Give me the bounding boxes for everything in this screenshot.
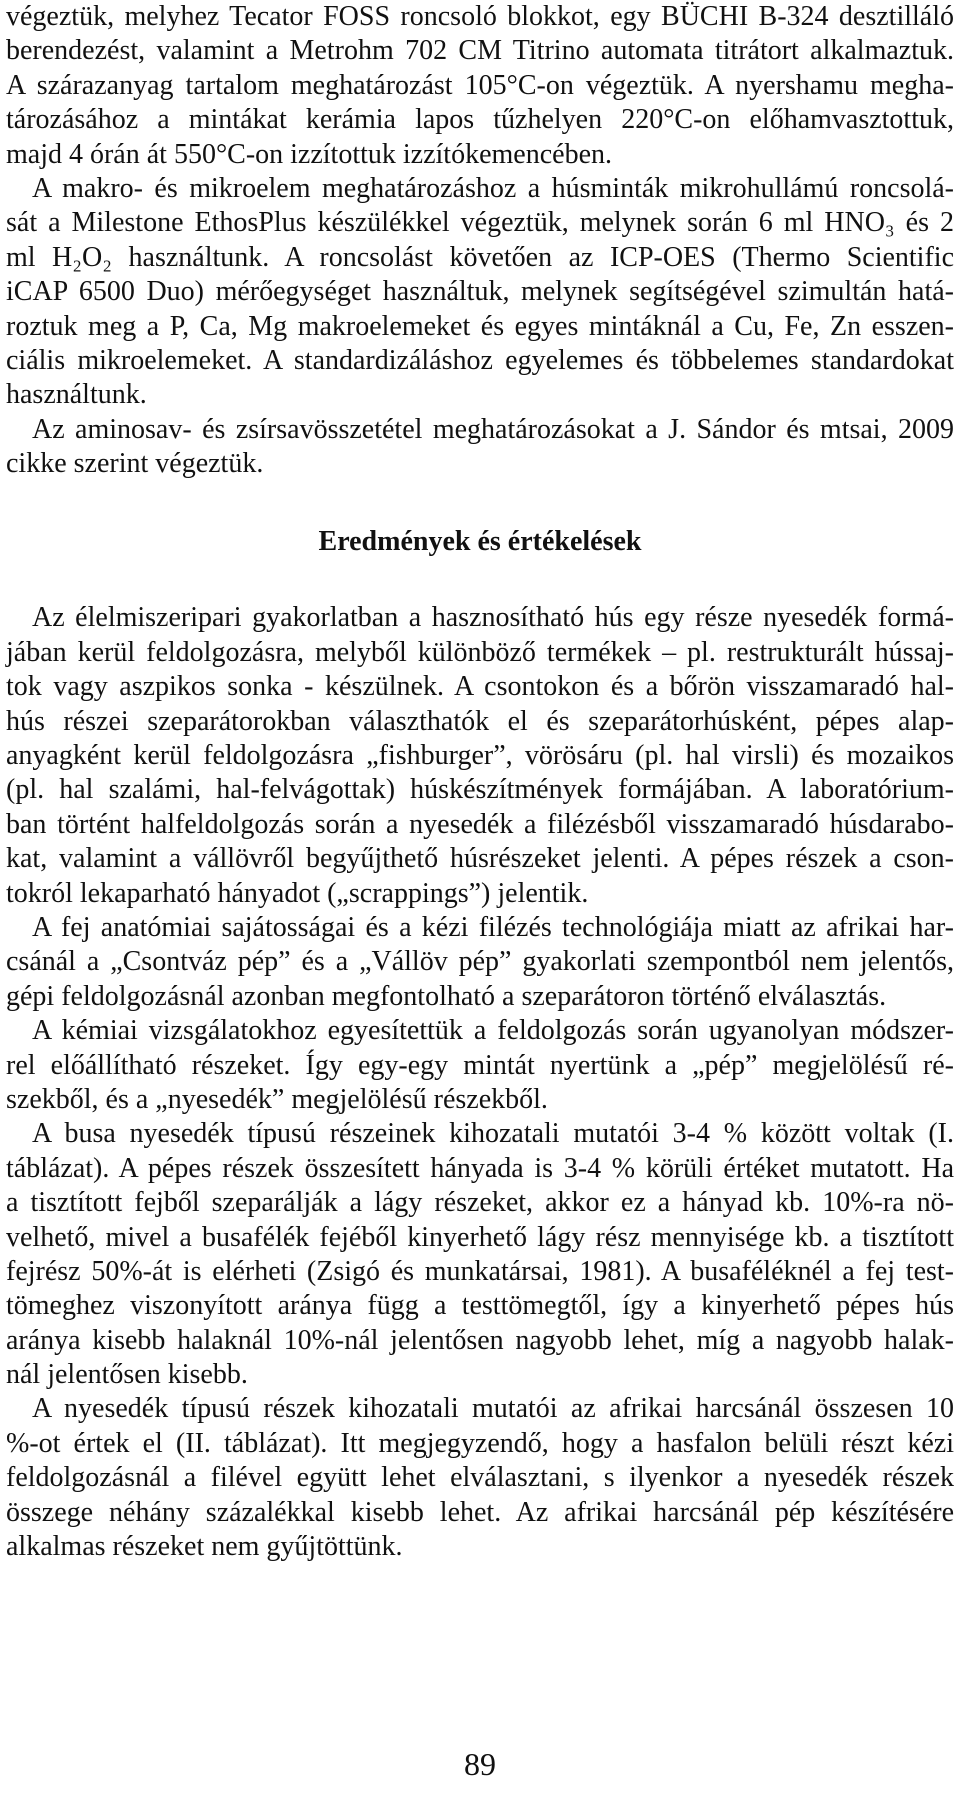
text-line: iCAP 6500 Duo) mérőegységet használtuk, melynek segítségével szimultán hatá- bbox=[6, 276, 954, 308]
text-line: a tisztított fejből szeparálják a lágy részeket, akkor ez a hányad kb. 10%-ra nö- bbox=[6, 1187, 954, 1219]
text-line: Az élelmiszeripari gyakorlatban a hasznosítható hús egy része nyesedék formá- bbox=[32, 602, 954, 634]
text-line: tok vagy aszpikos sonka - készülnek. A csontokon és a bőrön visszamaradó hal- bbox=[6, 671, 954, 703]
document-page bbox=[6, 0, 954, 1564]
text-line: A nyesedék típusú részek kihozatali mutatói az afrikai harcsánál összesen 10 bbox=[32, 1393, 954, 1425]
text-line: fejrész 50%-át is elérheti (Zsigó és munkatársai, 1981). A busaféléknél a fej test- bbox=[6, 1255, 954, 1287]
text-line: aránya kisebb halaknál 10%-nál jelentősen nagyobb lehet, míg a nagyobb halak- bbox=[6, 1324, 954, 1356]
text-line: tokról lekaparható hányadot („scrappings”) jelentik. bbox=[6, 877, 589, 909]
text-line: tározásához a mintákat kerámia lapos tűzhelyen 220°C-on előhamvasztottuk, bbox=[6, 104, 954, 136]
text-line: %-ot értek el (II. táblázat). Itt megjegyzendő, hogy a hasfalon belüli részt kézi bbox=[6, 1427, 954, 1459]
text-line: A fej anatómiai sajátosságai és a kézi filézés technológiája miatt az afrikai har- bbox=[32, 911, 954, 943]
text-line: használtunk. bbox=[6, 379, 147, 411]
page-number: 89 bbox=[464, 1746, 496, 1782]
text-line: kat, valamint a vállövről begyűjthető húsrészeket jelenti. A pépes részek a cson- bbox=[6, 843, 954, 875]
text-line: roztuk meg a P, Ca, Mg makroelemeket és egyes mintáknál a Cu, Fe, Zn esszen- bbox=[6, 310, 954, 342]
results-paragraphs bbox=[6, 601, 954, 1564]
text-line: hús részei szeparátorokban választhatók el és szeparátorhúsként, pépes alap- bbox=[6, 705, 954, 737]
text-line: nál jelentősen kisebb. bbox=[6, 1359, 248, 1391]
text-line: berendezést, valamint a Metrohm 702 CM Titrino automata titrátort alkalmaztuk. bbox=[6, 35, 954, 67]
methods-paragraphs bbox=[6, 0, 954, 481]
text-line: rel előállítható részeket. Így egy-egy mintát nyertünk a „pép” megjelölésű ré- bbox=[6, 1049, 954, 1081]
text-line: Az aminosav- és zsírsavösszetétel meghatározásokat a J. Sándor és mtsai, 2009 bbox=[32, 413, 954, 445]
text-line: A busa nyesedék típusú részeinek kihozatali mutatói 3-4 % között voltak (I. bbox=[32, 1118, 954, 1150]
text-line: feldolgozásnál a filével együtt lehet elválasztani, s ilyenkor a nyesedék részek bbox=[6, 1462, 954, 1494]
text-line: ban történt halfeldolgozás során a nyesedék a filézésből visszamaradó húsdarabo- bbox=[6, 808, 954, 840]
text-line: velhető, mivel a busafélék fejéből kinyerhető lágy rész mennyisége kb. a tisztított bbox=[6, 1221, 954, 1253]
text-line: A makro- és mikroelem meghatározáshoz a húsminták mikrohullámú roncsolá- bbox=[32, 172, 954, 204]
text-line: sát a Milestone EthosPlus készülékkel végeztük, melynek során 6 ml HNO₃ és 2 bbox=[6, 207, 954, 239]
text-line: anyagként kerül feldolgozásra „fishburger”, vörösáru (pl. hal virsli) és mozaikos bbox=[6, 740, 954, 772]
text-line: A kémiai vizsgálatokhoz egyesítettük a feldolgozás során ugyanolyan módszer- bbox=[32, 1015, 954, 1047]
text-line: jában kerül feldolgozásra, melyből különböző termékek – pl. restrukturált hússaj- bbox=[6, 636, 954, 668]
section-heading: Eredmények és értékelések bbox=[318, 526, 642, 558]
text-line: táblázat). A pépes részek összesített hányada is 3-4 % körüli értéket mutatott. Ha bbox=[6, 1152, 954, 1184]
text-line: alkalmas részeket nem gyűjtöttünk. bbox=[6, 1531, 403, 1563]
text-line: összege néhány százalékkal kisebb lehet. Az afrikai harcsánál pép készítésére bbox=[6, 1496, 954, 1528]
text-line: cikke szerint végeztük. bbox=[6, 448, 264, 480]
text-line: A szárazanyag tartalom meghatározást 105°C-on végeztük. A nyershamu megha- bbox=[6, 69, 954, 101]
text-line: tömeghez viszonyított aránya függ a testtömegtől, így a kinyerhető pépes hús bbox=[6, 1290, 954, 1322]
text-line: majd 4 órán át 550°C-on izzítottuk izzítókemencében. bbox=[6, 138, 613, 170]
text-line: ciális mikroelemeket. A standardizáláshoz egyelemes és többelemes standardokat bbox=[6, 344, 954, 376]
text-line: ml H₂O₂ használtunk. A roncsolást követően az ICP-OES (Thermo Scientific bbox=[6, 241, 954, 273]
text-line: csánál a „Csontváz pép” és a „Vállöv pép” gyakorlati szempontból nem jelentős, bbox=[6, 946, 954, 978]
text-line: szekből, és a „nyesedék” megjelölésű részekből. bbox=[6, 1083, 548, 1115]
text-line: végeztük, melyhez Tecator FOSS roncsoló blokkot, egy BÜCHI B-324 desztilláló bbox=[6, 1, 954, 32]
text-line: (pl. hal szalámi, hal-felvágottak) húskészítmények formájában. A laboratórium- bbox=[6, 774, 954, 806]
text-line: gépi feldolgozásnál azonban megfontolható a szeparátoron történő elválasztás. bbox=[6, 980, 887, 1012]
